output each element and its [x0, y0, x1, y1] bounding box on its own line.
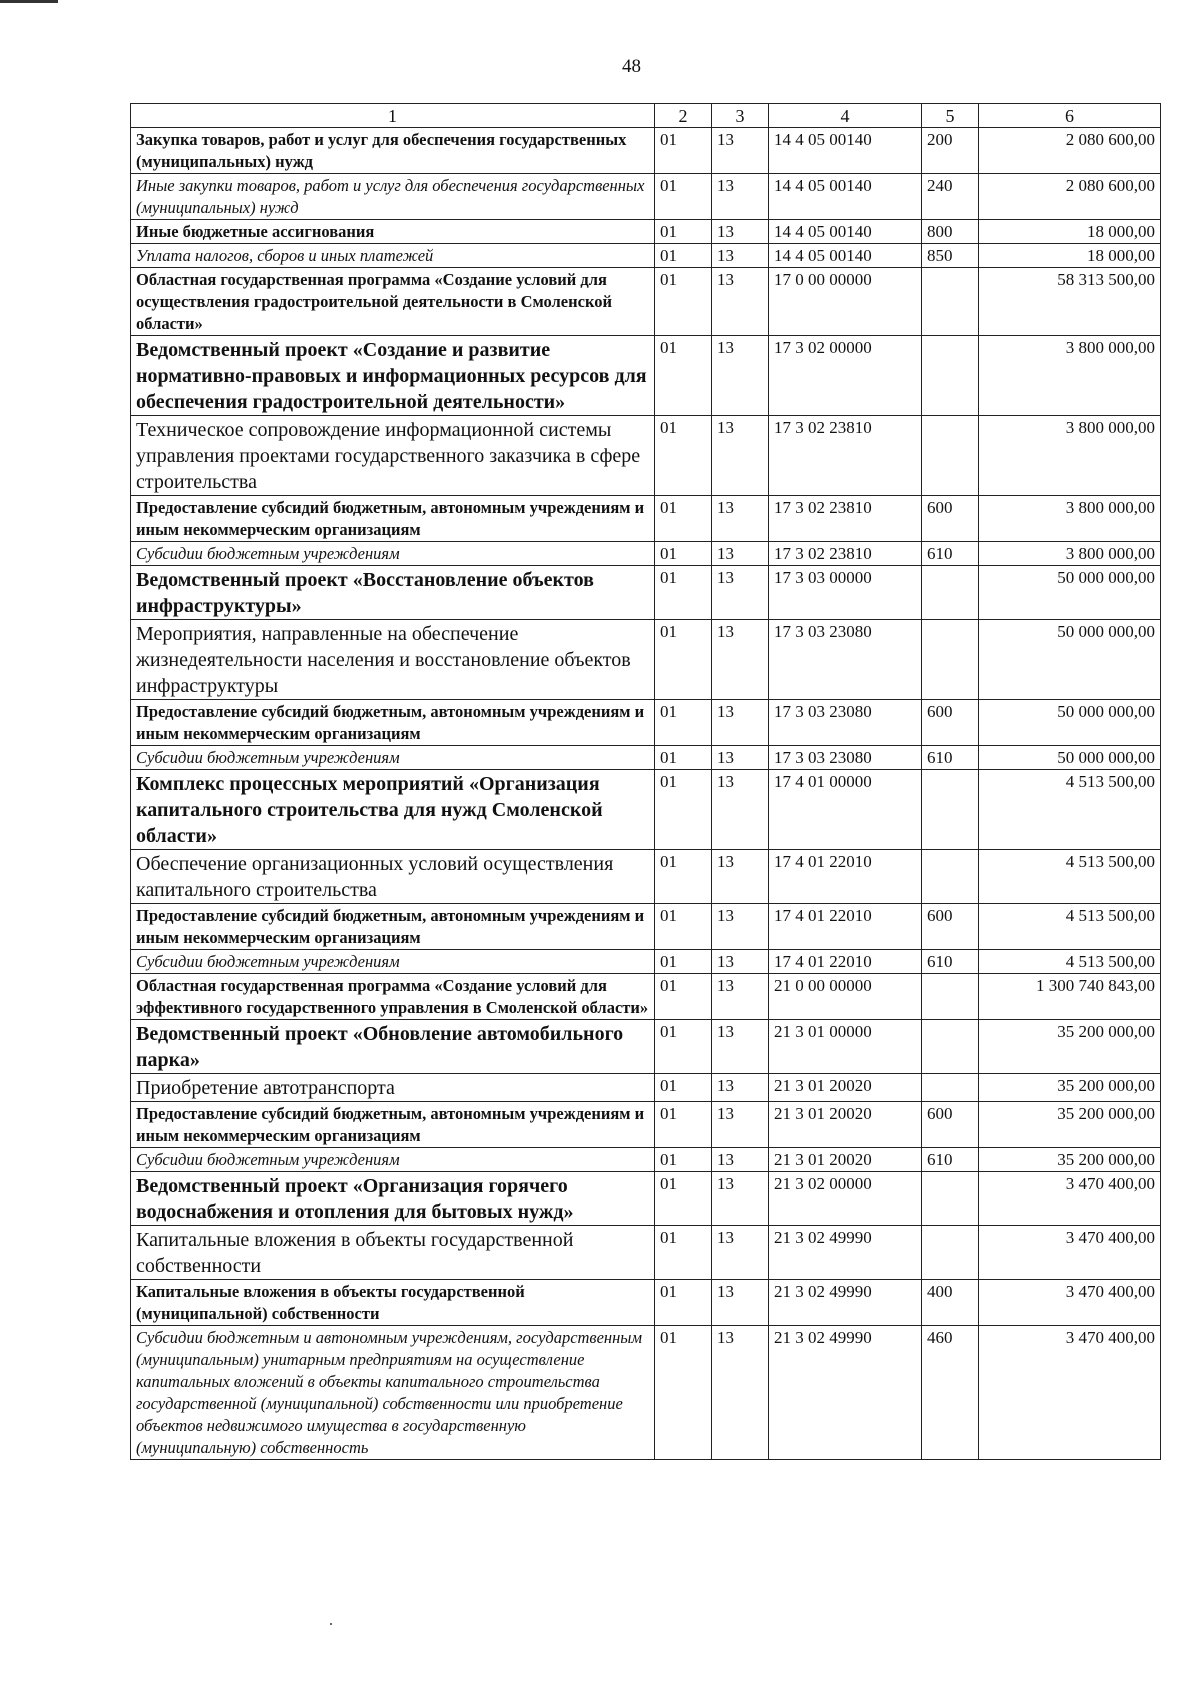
table-row	[131, 850, 1161, 904]
row-amount-cell: 50 000 000,00	[979, 746, 1161, 770]
row-amount-cell: 1 300 740 843,00	[979, 974, 1161, 1020]
table-row	[131, 904, 1161, 950]
table-row	[131, 174, 1161, 220]
row-section-cell: 01	[655, 904, 712, 950]
table-row	[131, 1326, 1161, 1460]
row-amount-cell: 4 513 500,00	[979, 950, 1161, 974]
row-target-article-cell: 17 3 02 00000	[769, 336, 922, 416]
header-cell-6: 6	[979, 104, 1161, 128]
row-name-cell: Техническое сопровождение информационной системы управления проектами государственного заказчика в сфере строительства	[131, 416, 655, 496]
table-row	[131, 950, 1161, 974]
row-subsection-cell: 13	[712, 1172, 769, 1226]
row-section-cell: 01	[655, 1020, 712, 1074]
row-subsection-cell: 13	[712, 1020, 769, 1074]
row-target-article-cell: 21 0 00 00000	[769, 974, 922, 1020]
row-name-cell: Иные бюджетные ассигнования	[131, 220, 655, 244]
row-expense-type-cell	[922, 1020, 979, 1074]
row-amount-cell: 3 800 000,00	[979, 336, 1161, 416]
row-subsection-cell: 13	[712, 566, 769, 620]
row-expense-type-cell: 610	[922, 542, 979, 566]
row-target-article-cell: 21 3 01 20020	[769, 1148, 922, 1172]
row-subsection-cell: 13	[712, 1280, 769, 1326]
table-row	[131, 268, 1161, 336]
row-section-cell: 01	[655, 128, 712, 174]
row-target-article-cell: 17 4 01 22010	[769, 904, 922, 950]
row-target-article-cell: 17 3 02 23810	[769, 416, 922, 496]
row-expense-type-cell	[922, 620, 979, 700]
table-header-row	[131, 104, 1161, 128]
row-subsection-cell: 13	[712, 700, 769, 746]
row-amount-cell: 58 313 500,00	[979, 268, 1161, 336]
row-amount-cell: 18 000,00	[979, 244, 1161, 268]
row-section-cell: 01	[655, 620, 712, 700]
row-target-article-cell: 14 4 05 00140	[769, 220, 922, 244]
row-name-cell: Областная государственная программа «Создание условий для эффективного государственного управления в Смоленской области»	[131, 974, 655, 1020]
row-name-cell: Субсидии бюджетным учреждениям	[131, 950, 655, 974]
row-subsection-cell: 13	[712, 1102, 769, 1148]
table-row	[131, 244, 1161, 268]
row-amount-cell: 3 470 400,00	[979, 1280, 1161, 1326]
row-section-cell: 01	[655, 496, 712, 542]
row-subsection-cell: 13	[712, 950, 769, 974]
row-name-cell: Ведомственный проект «Обновление автомобильного парка»	[131, 1020, 655, 1074]
row-expense-type-cell: 600	[922, 700, 979, 746]
row-amount-cell: 3 470 400,00	[979, 1172, 1161, 1226]
table-row	[131, 746, 1161, 770]
row-subsection-cell: 13	[712, 128, 769, 174]
row-name-cell: Комплекс процессных мероприятий «Организация капитального строительства для нужд Смоленской области»	[131, 770, 655, 850]
row-target-article-cell: 21 3 02 49990	[769, 1226, 922, 1280]
row-target-article-cell: 21 3 01 00000	[769, 1020, 922, 1074]
header-cell-5: 5	[922, 104, 979, 128]
row-expense-type-cell: 800	[922, 220, 979, 244]
row-expense-type-cell	[922, 850, 979, 904]
row-section-cell: 01	[655, 850, 712, 904]
row-name-cell: Предоставление субсидий бюджетным, автономным учреждениям и иным некоммерческим организациям	[131, 700, 655, 746]
table-row	[131, 1074, 1161, 1102]
table-row	[131, 220, 1161, 244]
table-row	[131, 620, 1161, 700]
row-subsection-cell: 13	[712, 542, 769, 566]
row-section-cell: 01	[655, 1172, 712, 1226]
row-expense-type-cell: 200	[922, 128, 979, 174]
row-section-cell: 01	[655, 220, 712, 244]
table-row	[131, 128, 1161, 174]
row-expense-type-cell: 460	[922, 1326, 979, 1460]
row-name-cell: Приобретение автотранспорта	[131, 1074, 655, 1102]
row-target-article-cell: 21 3 02 49990	[769, 1326, 922, 1460]
row-name-cell: Обеспечение организационных условий осуществления капитального строительства	[131, 850, 655, 904]
row-subsection-cell: 13	[712, 904, 769, 950]
header-cell-4: 4	[769, 104, 922, 128]
scan-speck	[330, 1623, 332, 1625]
row-section-cell: 01	[655, 566, 712, 620]
table-row	[131, 1020, 1161, 1074]
header-cell-1: 1	[131, 104, 655, 128]
row-section-cell: 01	[655, 174, 712, 220]
row-subsection-cell: 13	[712, 244, 769, 268]
table-row	[131, 770, 1161, 850]
row-section-cell: 01	[655, 1102, 712, 1148]
row-expense-type-cell: 610	[922, 746, 979, 770]
row-section-cell: 01	[655, 1280, 712, 1326]
row-section-cell: 01	[655, 1326, 712, 1460]
row-target-article-cell: 17 3 03 23080	[769, 620, 922, 700]
row-subsection-cell: 13	[712, 416, 769, 496]
row-expense-type-cell	[922, 1074, 979, 1102]
row-expense-type-cell: 600	[922, 1102, 979, 1148]
row-section-cell: 01	[655, 336, 712, 416]
table-row	[131, 1280, 1161, 1326]
row-amount-cell: 3 800 000,00	[979, 542, 1161, 566]
row-name-cell: Мероприятия, направленные на обеспечение жизнедеятельности населения и восстановление объектов инфраструктуры	[131, 620, 655, 700]
row-target-article-cell: 14 4 05 00140	[769, 128, 922, 174]
row-name-cell: Областная государственная программа «Создание условий для осуществления градостроительной деятельности в Смоленской области»	[131, 268, 655, 336]
table-row	[131, 1102, 1161, 1148]
row-expense-type-cell	[922, 566, 979, 620]
row-section-cell: 01	[655, 700, 712, 746]
row-amount-cell: 50 000 000,00	[979, 700, 1161, 746]
row-name-cell: Уплата налогов, сборов и иных платежей	[131, 244, 655, 268]
budget-table	[130, 103, 1161, 1460]
row-subsection-cell: 13	[712, 1148, 769, 1172]
table-row	[131, 566, 1161, 620]
row-name-cell: Субсидии бюджетным учреждениям	[131, 1148, 655, 1172]
row-amount-cell: 35 200 000,00	[979, 1074, 1161, 1102]
table-row	[131, 496, 1161, 542]
row-subsection-cell: 13	[712, 268, 769, 336]
header-cell-2: 2	[655, 104, 712, 128]
row-name-cell: Субсидии бюджетным учреждениям	[131, 746, 655, 770]
row-expense-type-cell	[922, 770, 979, 850]
row-expense-type-cell: 600	[922, 904, 979, 950]
row-target-article-cell: 17 3 03 23080	[769, 700, 922, 746]
row-amount-cell: 2 080 600,00	[979, 174, 1161, 220]
row-target-article-cell: 17 0 00 00000	[769, 268, 922, 336]
table-row	[131, 974, 1161, 1020]
row-name-cell: Субсидии бюджетным и автономным учреждениям, государственным (муниципальным) унитарным предприятиям на осуществление капитальных вложений в объекты капитального строительства государственной (муниципальной) собственности или приобретение объектов недвижимого имущества в государственную (муниципальную) собственность	[131, 1326, 655, 1460]
row-target-article-cell: 17 4 01 22010	[769, 850, 922, 904]
row-name-cell: Ведомственный проект «Создание и развитие нормативно-правовых и информационных ресурсов для обеспечения градостроительной деятельности»	[131, 336, 655, 416]
row-target-article-cell: 17 3 03 00000	[769, 566, 922, 620]
header-cell-3: 3	[712, 104, 769, 128]
row-name-cell: Иные закупки товаров, работ и услуг для обеспечения государственных (муниципальных) нужд	[131, 174, 655, 220]
table-row	[131, 1226, 1161, 1280]
row-section-cell: 01	[655, 1226, 712, 1280]
row-section-cell: 01	[655, 416, 712, 496]
row-subsection-cell: 13	[712, 1326, 769, 1460]
row-expense-type-cell: 850	[922, 244, 979, 268]
row-section-cell: 01	[655, 770, 712, 850]
row-target-article-cell: 14 4 05 00140	[769, 244, 922, 268]
row-target-article-cell: 21 3 02 49990	[769, 1280, 922, 1326]
row-subsection-cell: 13	[712, 1074, 769, 1102]
row-expense-type-cell: 240	[922, 174, 979, 220]
row-target-article-cell: 17 4 01 00000	[769, 770, 922, 850]
row-name-cell: Предоставление субсидий бюджетным, автономным учреждениям и иным некоммерческим организациям	[131, 1102, 655, 1148]
row-subsection-cell: 13	[712, 620, 769, 700]
row-name-cell: Предоставление субсидий бюджетным, автономным учреждениям и иным некоммерческим организациям	[131, 496, 655, 542]
row-expense-type-cell: 610	[922, 1148, 979, 1172]
row-amount-cell: 3 800 000,00	[979, 496, 1161, 542]
row-amount-cell: 2 080 600,00	[979, 128, 1161, 174]
row-amount-cell: 35 200 000,00	[979, 1148, 1161, 1172]
table-row	[131, 1172, 1161, 1226]
table-row	[131, 700, 1161, 746]
row-expense-type-cell: 400	[922, 1280, 979, 1326]
row-name-cell: Ведомственный проект «Организация горячего водоснабжения и отопления для бытовых нужд»	[131, 1172, 655, 1226]
row-expense-type-cell	[922, 1226, 979, 1280]
row-target-article-cell: 17 3 03 23080	[769, 746, 922, 770]
table-row	[131, 1148, 1161, 1172]
row-target-article-cell: 21 3 01 20020	[769, 1102, 922, 1148]
row-section-cell: 01	[655, 746, 712, 770]
row-amount-cell: 3 800 000,00	[979, 416, 1161, 496]
row-amount-cell: 50 000 000,00	[979, 566, 1161, 620]
row-subsection-cell: 13	[712, 220, 769, 244]
row-subsection-cell: 13	[712, 746, 769, 770]
row-name-cell: Капитальные вложения в объекты государственной (муниципальной) собственности	[131, 1280, 655, 1326]
row-expense-type-cell: 610	[922, 950, 979, 974]
row-section-cell: 01	[655, 244, 712, 268]
row-expense-type-cell	[922, 336, 979, 416]
table-row	[131, 416, 1161, 496]
row-target-article-cell: 17 3 02 23810	[769, 542, 922, 566]
row-amount-cell: 50 000 000,00	[979, 620, 1161, 700]
row-name-cell: Закупка товаров, работ и услуг для обеспечения государственных (муниципальных) нужд	[131, 128, 655, 174]
row-expense-type-cell	[922, 268, 979, 336]
table-row	[131, 336, 1161, 416]
row-amount-cell: 4 513 500,00	[979, 770, 1161, 850]
row-name-cell: Капитальные вложения в объекты государственной собственности	[131, 1226, 655, 1280]
row-section-cell: 01	[655, 1074, 712, 1102]
row-amount-cell: 18 000,00	[979, 220, 1161, 244]
row-section-cell: 01	[655, 974, 712, 1020]
row-target-article-cell: 14 4 05 00140	[769, 174, 922, 220]
row-subsection-cell: 13	[712, 1226, 769, 1280]
row-target-article-cell: 17 4 01 22010	[769, 950, 922, 974]
row-subsection-cell: 13	[712, 174, 769, 220]
row-section-cell: 01	[655, 950, 712, 974]
row-amount-cell: 3 470 400,00	[979, 1226, 1161, 1280]
row-target-article-cell: 21 3 01 20020	[769, 1074, 922, 1102]
row-expense-type-cell	[922, 1172, 979, 1226]
row-name-cell: Предоставление субсидий бюджетным, автономным учреждениям и иным некоммерческим организациям	[131, 904, 655, 950]
row-amount-cell: 4 513 500,00	[979, 904, 1161, 950]
row-expense-type-cell	[922, 974, 979, 1020]
row-subsection-cell: 13	[712, 496, 769, 542]
row-section-cell: 01	[655, 268, 712, 336]
row-expense-type-cell: 600	[922, 496, 979, 542]
row-subsection-cell: 13	[712, 974, 769, 1020]
row-amount-cell: 35 200 000,00	[979, 1020, 1161, 1074]
row-expense-type-cell	[922, 416, 979, 496]
row-subsection-cell: 13	[712, 850, 769, 904]
row-subsection-cell: 13	[712, 770, 769, 850]
scan-corner-mark	[0, 0, 58, 3]
row-name-cell: Ведомственный проект «Восстановление объектов инфраструктуры»	[131, 566, 655, 620]
row-target-article-cell: 17 3 02 23810	[769, 496, 922, 542]
row-section-cell: 01	[655, 542, 712, 566]
row-target-article-cell: 21 3 02 00000	[769, 1172, 922, 1226]
row-amount-cell: 35 200 000,00	[979, 1102, 1161, 1148]
table-row	[131, 542, 1161, 566]
row-amount-cell: 4 513 500,00	[979, 850, 1161, 904]
row-subsection-cell: 13	[712, 336, 769, 416]
row-amount-cell: 3 470 400,00	[979, 1326, 1161, 1460]
row-section-cell: 01	[655, 1148, 712, 1172]
page-number: 48	[622, 56, 641, 77]
row-name-cell: Субсидии бюджетным учреждениям	[131, 542, 655, 566]
